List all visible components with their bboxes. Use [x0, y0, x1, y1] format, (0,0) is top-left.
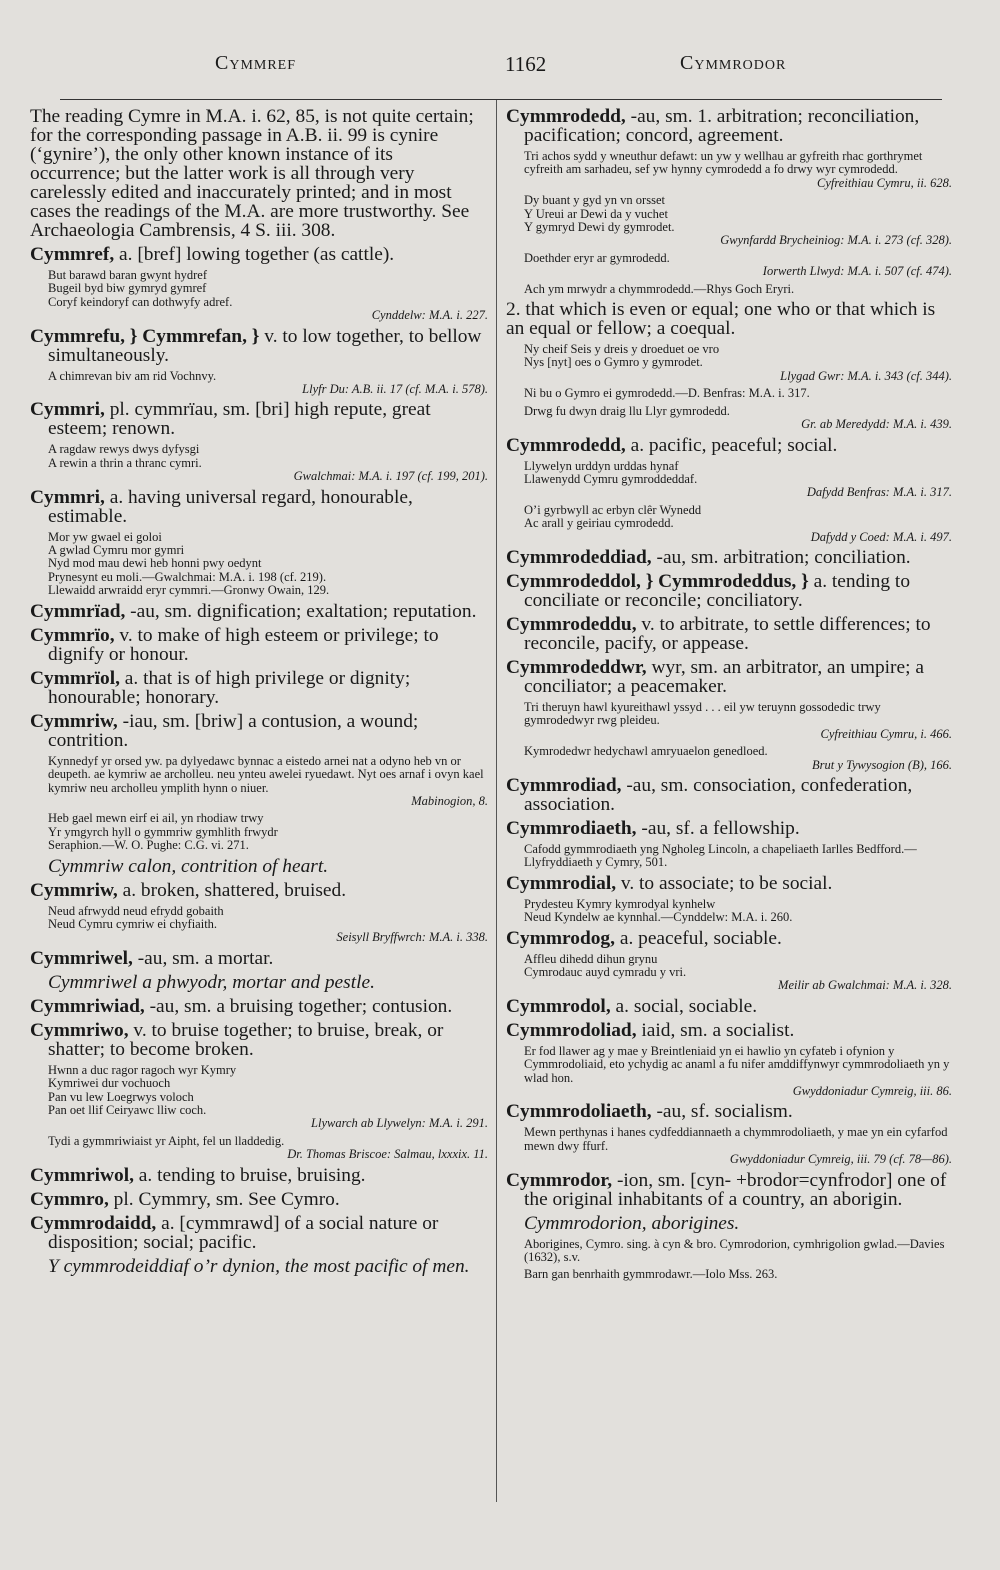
- definition: v. to associate; to be social.: [616, 872, 833, 894]
- quotation-line: A rewin a thrin a thranc cymri.: [48, 455, 202, 470]
- quotation-line: Heb gael mewn eirf ei ail, yn rhodiaw trwy: [48, 811, 264, 826]
- definition: -au, sm. dignification; exaltation; reputation.: [125, 600, 477, 622]
- headword: Cymmrïo,: [30, 624, 115, 646]
- quotation: [524, 701, 952, 741]
- dictionary-entry: [30, 881, 488, 900]
- quotation-line: Nys [nyt] oes o Gymro y gymrodet.: [524, 355, 703, 370]
- headword: Cymmrodeddiad,: [506, 546, 652, 568]
- quotation-source: Llygad Gwr: M.A. i. 343 (cf. 344).: [780, 368, 952, 383]
- quotation-source: Gwalchmai: M.A. i. 197 (cf. 199, 201).: [293, 469, 488, 484]
- quotation-source: Gwynfardd Brycheiniog: M.A. i. 273 (cf. 328).: [720, 233, 952, 248]
- dictionary-entry: [506, 997, 952, 1016]
- definition: -ion, sm. [cyn- +brodor=cynfrodor] one of the original inhabitants of a country, an aborigin.: [524, 1169, 947, 1210]
- quotation-source: Llyfr Du: A.B. ii. 17 (cf. M.A. i. 578).: [302, 382, 488, 397]
- quotation-line: Ac arall y geiriau cymrodedd.: [524, 516, 674, 531]
- quotation-line: Mewn perthynas i hanes cydfeddiannaeth a chymmrodoliaeth, y mae yn ein cyfarfod mewn dwy ffurf.: [524, 1125, 948, 1153]
- quotation-line: A gwlad Cymru mor gymri: [48, 543, 185, 558]
- headword: Cymmrodeddu,: [506, 613, 637, 635]
- quotation-line: Kynnedyf yr orsed yw. pa dylyedawc bynnac a eistedo arnei nat a odyno heb vn or deupeth. ae kymriw ae archolleu. neu ynteu awelei ryuedawt. Nyt oes arnaf i ovyn kael kymriw neu archolleu ymplith hynn o niuer.: [48, 753, 484, 795]
- headword: Cymmrodoliad,: [506, 1019, 637, 1041]
- quotation: [48, 905, 488, 945]
- headword: Cymmrodedd,: [506, 434, 626, 456]
- definition: a. [bref] lowing together (as cattle).: [114, 244, 395, 265]
- headword: Cymmrodedd,: [506, 106, 626, 127]
- quotation-line: Kymriwei dur vochuoch: [48, 1076, 171, 1091]
- dictionary-entry: [506, 1171, 952, 1209]
- quotation-line: Tydi a gymmriwiaist yr Aipht, fel un lladdedig.: [48, 1133, 285, 1148]
- quotation-line: Pan oet llif Ceiryawc lliw coch.: [48, 1102, 207, 1117]
- dictionary-entry: [30, 1190, 488, 1209]
- quotation-source: Gwyddoniadur Cymreig, iii. 79 (cf. 78—86).: [729, 1152, 952, 1167]
- headword: Cymmrodeddol, } Cymmrodeddus, }: [506, 570, 809, 592]
- definition: v. to make of high esteem or privilege; to dignify or honour.: [48, 624, 439, 665]
- definition: a. pacific, peaceful; social.: [625, 434, 838, 456]
- headword: Cymmrodiad,: [506, 774, 622, 796]
- definition: iaid, sm. a socialist.: [636, 1019, 795, 1041]
- quotation: [524, 898, 952, 925]
- dictionary-entry: [506, 874, 952, 893]
- quotation-line: Pan vu lew Loegrwys voloch: [48, 1089, 194, 1104]
- quotation-line: O’i gyrbwyll ac erbyn clêr Wynedd: [524, 502, 702, 517]
- definition: -au, sm. 1. arbitration; reconciliation, pacification; concord, agreement.: [524, 106, 920, 146]
- headword: Cymmriwo,: [30, 1019, 129, 1041]
- headword: Cymmrodoliaeth,: [506, 1101, 652, 1123]
- quotation-source: Mabinogion, 8.: [411, 793, 488, 808]
- dictionary-entry: [30, 327, 488, 365]
- dictionary-entry: [30, 949, 488, 968]
- headword: Cymmrodol,: [506, 995, 611, 1017]
- quotation-line: Cymrodauc auyd cymradu y vri.: [524, 965, 687, 979]
- quotation-line: Tri achos sydd y wneuthur defawt: un yw y wellhau ar gyfreith rhac gorthrymet cyfreith am sarhadeu, sef yw hynny cymrodedd a fo drwy wyr cymrodedd.: [524, 149, 923, 177]
- quotation: [48, 370, 488, 397]
- right-column: [506, 107, 952, 1286]
- quotation-line: Barn gan benrhaith gymmrodawr.—Iolo Mss. 263.: [524, 1267, 778, 1282]
- phrase-example: Cymmrodorion, aborigines.: [524, 1212, 740, 1234]
- quotation-source: Iorwerth Llwyd: M.A. i. 507 (cf. 474).: [762, 264, 952, 279]
- definition: a. having universal regard, honourable, estimable.: [48, 486, 413, 527]
- quotation-line: But barawd baran gwynt hydref: [48, 268, 207, 282]
- headword: Cymmref,: [30, 244, 115, 265]
- quotation-line: Affleu dihedd dihun grynu: [524, 951, 658, 966]
- quotation: [524, 843, 952, 870]
- headword: Cymmriw,: [30, 879, 118, 901]
- definition: -au, sm. a bruising together; contusion.: [144, 995, 453, 1017]
- dictionary-entry: [506, 1021, 952, 1040]
- quotation: [524, 343, 952, 383]
- quotation-line: Doethder eryr ar gymrodedd.: [524, 250, 670, 265]
- headword: Cymmrïad,: [30, 600, 126, 622]
- dictionary-entry: [30, 245, 488, 264]
- quotation: [48, 1064, 488, 1131]
- definition: -au, sm. consociation, confederation, association.: [524, 774, 913, 815]
- dictionary-entry: [30, 488, 488, 526]
- headword: Cymmrodiaeth,: [506, 817, 637, 839]
- quotation-line: Prynesynt eu moli.—Gwalchmai: M.A. i. 198 (cf. 219).: [48, 569, 327, 584]
- quotation-source: Seisyll Bryffwrch: M.A. i. 338.: [336, 930, 488, 945]
- definition: a. [cymmrawd] of a social nature or disposition; social; pacific.: [48, 1212, 439, 1253]
- quotation-source: Cyfreithiau Cymru, i. 466.: [820, 726, 952, 741]
- quotation-line: Mor yw gwael ei goloi: [48, 529, 162, 544]
- header-left-guideword: Cymmref: [215, 52, 297, 74]
- dictionary-entry: [506, 819, 952, 838]
- quotation-line: Hwnn a duc ragor ragoch wyr Kymry: [48, 1062, 237, 1077]
- headword: Cymmrodaidd,: [30, 1212, 157, 1234]
- headword: Cymmriwiad,: [30, 995, 145, 1017]
- quotation: [48, 755, 488, 809]
- headword: Cymmri,: [30, 486, 105, 508]
- headword: Cymmriw,: [30, 710, 118, 732]
- quotation-line: Ni bu o Gymro ei gymrodedd.—D. Benfras: M.A. i. 317.: [524, 386, 810, 401]
- quotation: [524, 745, 952, 772]
- quotation-line: Seraphion.—W. O. Pughe: C.G. vi. 271.: [48, 838, 249, 853]
- quotation-line: Neud Cymru cymriw ei chyfiaith.: [48, 916, 218, 931]
- dictionary-entry: [506, 776, 952, 814]
- quotation: [524, 1126, 952, 1166]
- quotation: [524, 1045, 952, 1099]
- quotation-line: Prydesteu Kymry kymrodyal kynhelw: [524, 896, 716, 911]
- quotation: [48, 1135, 488, 1162]
- quotation: [524, 283, 952, 296]
- quotation-line: Yr ymgyrch hyll o gymmriw gymhlith frwydr: [48, 824, 278, 839]
- quotation-source: Cynddelw: M.A. i. 227.: [371, 308, 488, 323]
- quotation-line: Y Ureui ar Dewi da y vuchet: [524, 206, 668, 221]
- definition: a. broken, shattered, bruised.: [117, 879, 347, 901]
- quotation-line: Llawenydd Cymru gymroddeddaf.: [524, 471, 698, 486]
- page-number: 1162: [505, 52, 547, 76]
- column-divider: [496, 100, 497, 1502]
- dictionary-entry: [506, 615, 952, 653]
- definition: pl. Cymmry, sm. See Cymro.: [108, 1188, 340, 1210]
- definition: a. peaceful, sociable.: [614, 927, 782, 949]
- dictionary-entry: [30, 400, 488, 438]
- left-column: [30, 107, 488, 1281]
- dictionary-entry: [506, 929, 952, 948]
- quotation-source: Brut y Tywysogion (B), 166.: [811, 757, 952, 772]
- quotation-line: Er fod llawer ag y mae y Breintleniaid yn ei hawlio yn cyfateb i ofynion y Cymmrodoliaid, eto ychydig ac anaml a fu nifer amddiffynwyr cymmrodoliaeth yn y wlad hon.: [524, 1043, 950, 1085]
- header-right-guideword: Cymmrodor: [680, 52, 787, 74]
- quotation-source: Gr. ab Meredydd: M.A. i. 439.: [801, 417, 952, 432]
- dictionary-entry: [30, 712, 488, 750]
- definition: -au, sm. arbitration; conciliation.: [651, 546, 911, 568]
- definition: -au, sf. socialism.: [651, 1101, 793, 1123]
- quotation: [48, 269, 488, 323]
- quotation: [48, 443, 488, 483]
- headword: Cymmrodeddwr,: [506, 656, 647, 678]
- quotation-source: Llywarch ab Llywelyn: M.A. i. 291.: [311, 1116, 488, 1131]
- definition: wyr, sm. an arbitrator, an umpire; a conciliator; a peacemaker.: [524, 656, 924, 697]
- definition: v. to bruise together; to bruise, break, or shatter; to become broken.: [48, 1019, 444, 1060]
- header-rule: [60, 99, 942, 100]
- dictionary-entry: [506, 658, 952, 696]
- quotation-line: A chimrevan biv am rid Vochnvy.: [48, 368, 217, 383]
- quotation: [524, 460, 952, 500]
- dictionary-entry: [506, 1102, 952, 1121]
- dictionary-entry: [506, 107, 952, 145]
- dictionary-entry: [30, 669, 488, 707]
- headword: Cymmriwel,: [30, 947, 133, 969]
- quotation: [524, 405, 952, 432]
- quotation-line: A ragdaw rewys dwys dyfysgi: [48, 442, 200, 457]
- quotation-line: Ach ym mrwydr a chymmrodedd.—Rhys Goch Eryri.: [524, 281, 795, 296]
- quotation-line: Llewaidd arwraidd eryr cymmri.—Gronwy Owain, 129.: [48, 583, 330, 598]
- headword: Cymmrodog,: [506, 927, 615, 949]
- definition: a. tending to conciliate or reconcile; conciliatory.: [524, 570, 911, 611]
- dictionary-entry: [30, 997, 488, 1016]
- dictionary-entry: [30, 626, 488, 664]
- headword: Cymmrïol,: [30, 667, 120, 689]
- phrase-example: Y cymmrodeiddiaf o’r dynion, the most pacific of men.: [48, 1255, 470, 1277]
- headword: Cymmrodial,: [506, 872, 617, 894]
- dictionary-entry: [506, 572, 952, 610]
- quotation-line: Kymrodedwr hedychawl amryuaelon genedloed.: [524, 744, 768, 759]
- dictionary-entry: [30, 602, 488, 621]
- quotation: [524, 1238, 952, 1265]
- quotation-source: Cyfreithiau Cymru, ii. 628.: [817, 175, 952, 190]
- quotation-line: Neud Kyndelw ae kynnhal.—Cynddelw: M.A. i. 260.: [524, 910, 793, 925]
- quotation: [524, 953, 952, 993]
- definition: a. tending to bruise, bruising.: [133, 1164, 366, 1186]
- quotation-line: Llywelyn urddyn urddas hynaf: [524, 458, 679, 473]
- quotation: [524, 150, 952, 190]
- running-header: [30, 52, 970, 82]
- quotation-line: Aborigines, Cymro. sing. à cyn & bro. Cymrodorion, cymhrigolion gwlad.—Davies (1632), s.v.: [524, 1236, 945, 1265]
- quotation: [48, 531, 488, 598]
- quotation-line: Cafodd gymmrodiaeth yng Ngholeg Lincoln, a chapeliaeth Iarlles Bedfford.—Llyfryddiaeth y Cymry, 501.: [524, 841, 917, 870]
- headword: Cymmro,: [30, 1188, 109, 1210]
- dictionary-entry: [30, 1166, 488, 1185]
- dictionary-entry: [30, 1021, 488, 1059]
- quotation-line: Tri theruyn hawl kyureithawl yssyd . . . eil yw teruynn gossodedic trwy gymrodedwyr rwg pleideu.: [524, 699, 881, 728]
- quotation-source: Dafydd y Coed: M.A. i. 497.: [810, 529, 952, 544]
- headword: Cymmriwol,: [30, 1164, 134, 1186]
- headword: Cymmri,: [30, 399, 105, 421]
- phrase-example: Cymmriw calon, contrition of heart.: [48, 855, 329, 877]
- quotation-line: Dy buant y gyd yn vn orsset: [524, 193, 665, 208]
- definition: -iau, sm. [briw] a contusion, a wound; contrition.: [48, 710, 419, 751]
- entry-paragraph: 2. that which is even or equal; one who or that which is an equal or fellow; a coequal.: [506, 299, 936, 340]
- definition: pl. cymmrïau, sm. [bri] high repute, great esteem; renown.: [48, 399, 431, 440]
- phrase-example: Cymmriwel a phwyodr, mortar and pestle.: [48, 971, 375, 993]
- headword: Cymmrodor,: [506, 1169, 613, 1191]
- entry-paragraph: The reading Cymre in M.A. i. 62, 85, is not quite certain; for the corresponding passage in A.B. ii. 99 is cynire (‘gynire’), the only other known instance of its occurrence; but the latter work is all through very carelessly edited and inaccurately printed; and in most cases the readings of the M.A. are more trustworthy. See Archaeologia Cambrensis, 4 S. iii. 308.: [30, 106, 474, 241]
- quotation-line: Bugeil byd biw gymryd gymref: [48, 281, 207, 296]
- definition: a. that is of high privilege or dignity; honourable; honorary.: [48, 667, 411, 708]
- dictionary-entry: [30, 1214, 488, 1252]
- quotation: [524, 252, 952, 279]
- quotation-line: Neud afrwydd neud efrydd gobaith: [48, 903, 224, 918]
- definition: v. to arbitrate, to settle differences; to reconcile, pacify, or appease.: [524, 613, 931, 654]
- quotation: [524, 1268, 952, 1281]
- quotation-line: Nyd mod mau dewi heb honni pwy oedynt: [48, 556, 262, 571]
- quotation: [524, 194, 952, 248]
- quotation-line: Y gymryd Dewi dy gymrodet.: [524, 220, 675, 235]
- definition: a. social, sociable.: [610, 995, 758, 1017]
- quotation-line: Coryf keindoryf can dothwyfy adref.: [48, 294, 233, 309]
- quotation-source: Gwyddoniadur Cymreig, iii. 86.: [792, 1084, 952, 1099]
- definition: v. to low together, to bellow simultaneously.: [48, 325, 482, 366]
- dictionary-entry: [506, 548, 952, 567]
- quotation: [524, 504, 952, 544]
- quotation-source: Meilir ab Gwalchmai: M.A. i. 328.: [778, 978, 952, 993]
- quotation-line: Drwg fu dwyn draig llu Llyr gymrodedd.: [524, 403, 730, 418]
- quotation-source: Dafydd Benfras: M.A. i. 317.: [806, 485, 952, 500]
- quotation-line: Ny cheif Seis y dreis y droeduet oe vro: [524, 342, 720, 357]
- definition: -au, sm. a mortar.: [132, 947, 274, 969]
- definition: -au, sf. a fellowship.: [636, 817, 800, 839]
- quotation: [48, 812, 488, 852]
- dictionary-entry: [506, 436, 952, 455]
- quotation: [524, 387, 952, 400]
- headword: Cymmrefu, } Cymmrefan, }: [30, 325, 260, 347]
- quotation-source: Dr. Thomas Briscoe: Salmau, lxxxix. 11.: [287, 1147, 488, 1162]
